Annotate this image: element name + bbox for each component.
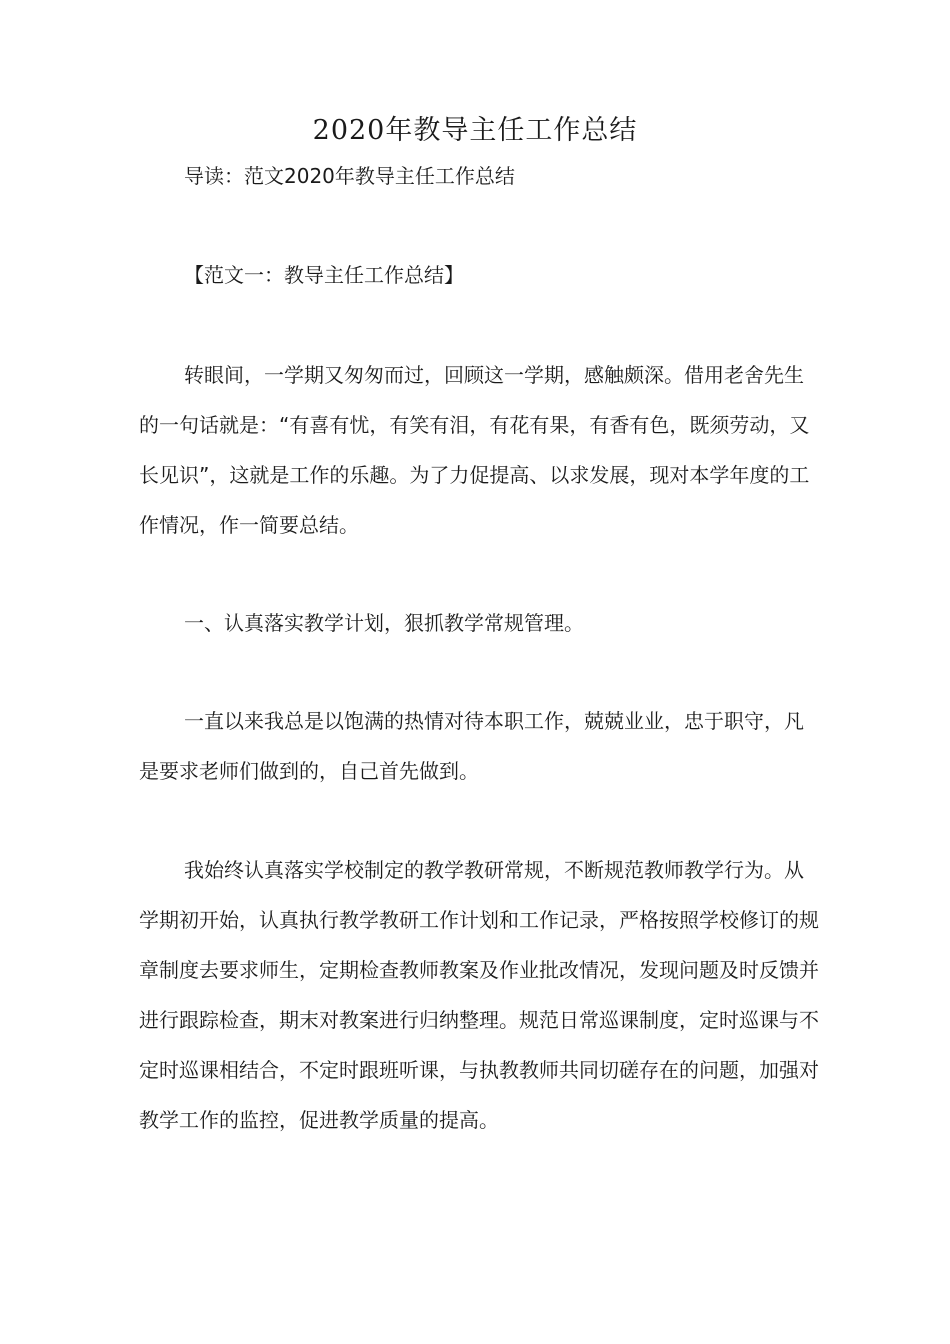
- document-title: 2020年教导主任工作总结: [312, 115, 638, 146]
- paragraph-dedication: 一直以来我总是以饱满的热情对待本职工作，兢兢业业，忠于职守，凡是要求老师们做到的，自己首先做到。: [139, 709, 804, 783]
- subsection-heading-1: 一、认真落实教学计划，狠抓教学常规管理。: [184, 611, 584, 635]
- section-heading: 【范文一：教导主任工作总结】: [184, 263, 464, 287]
- intro-line: 导读：范文2020年教导主任工作总结: [184, 164, 515, 188]
- paragraph-routine-management: 我始终认真落实学校制定的教学教研常规，不断规范教师教学行为。从学期初开始，认真执行教学教研工作计划和工作记录，严格按照学校修订的规章制度去要求师生，定期检查教师教案及作业批改情况，发现问题及时反馈并进行跟踪检查，期末对教案进行归纳整理。规范日常巡课制度，定时巡课与不定时巡课相结合，不定时跟班听课，与执教教师共同切磋存在的问题，加强对教学工作的监控，促进教学质量的提高。: [139, 858, 819, 1132]
- paragraph-opening: 转眼间，一学期又匆匆而过，回顾这一学期，感触颇深。借用老舍先生的一句话就是：“有喜有忧，有笑有泪，有花有果，有香有色，既须劳动，又长见识”，这就是工作的乐趣。为了力促提高、以求发展，现对本学年度的工作情况，作一简要总结。: [139, 363, 810, 537]
